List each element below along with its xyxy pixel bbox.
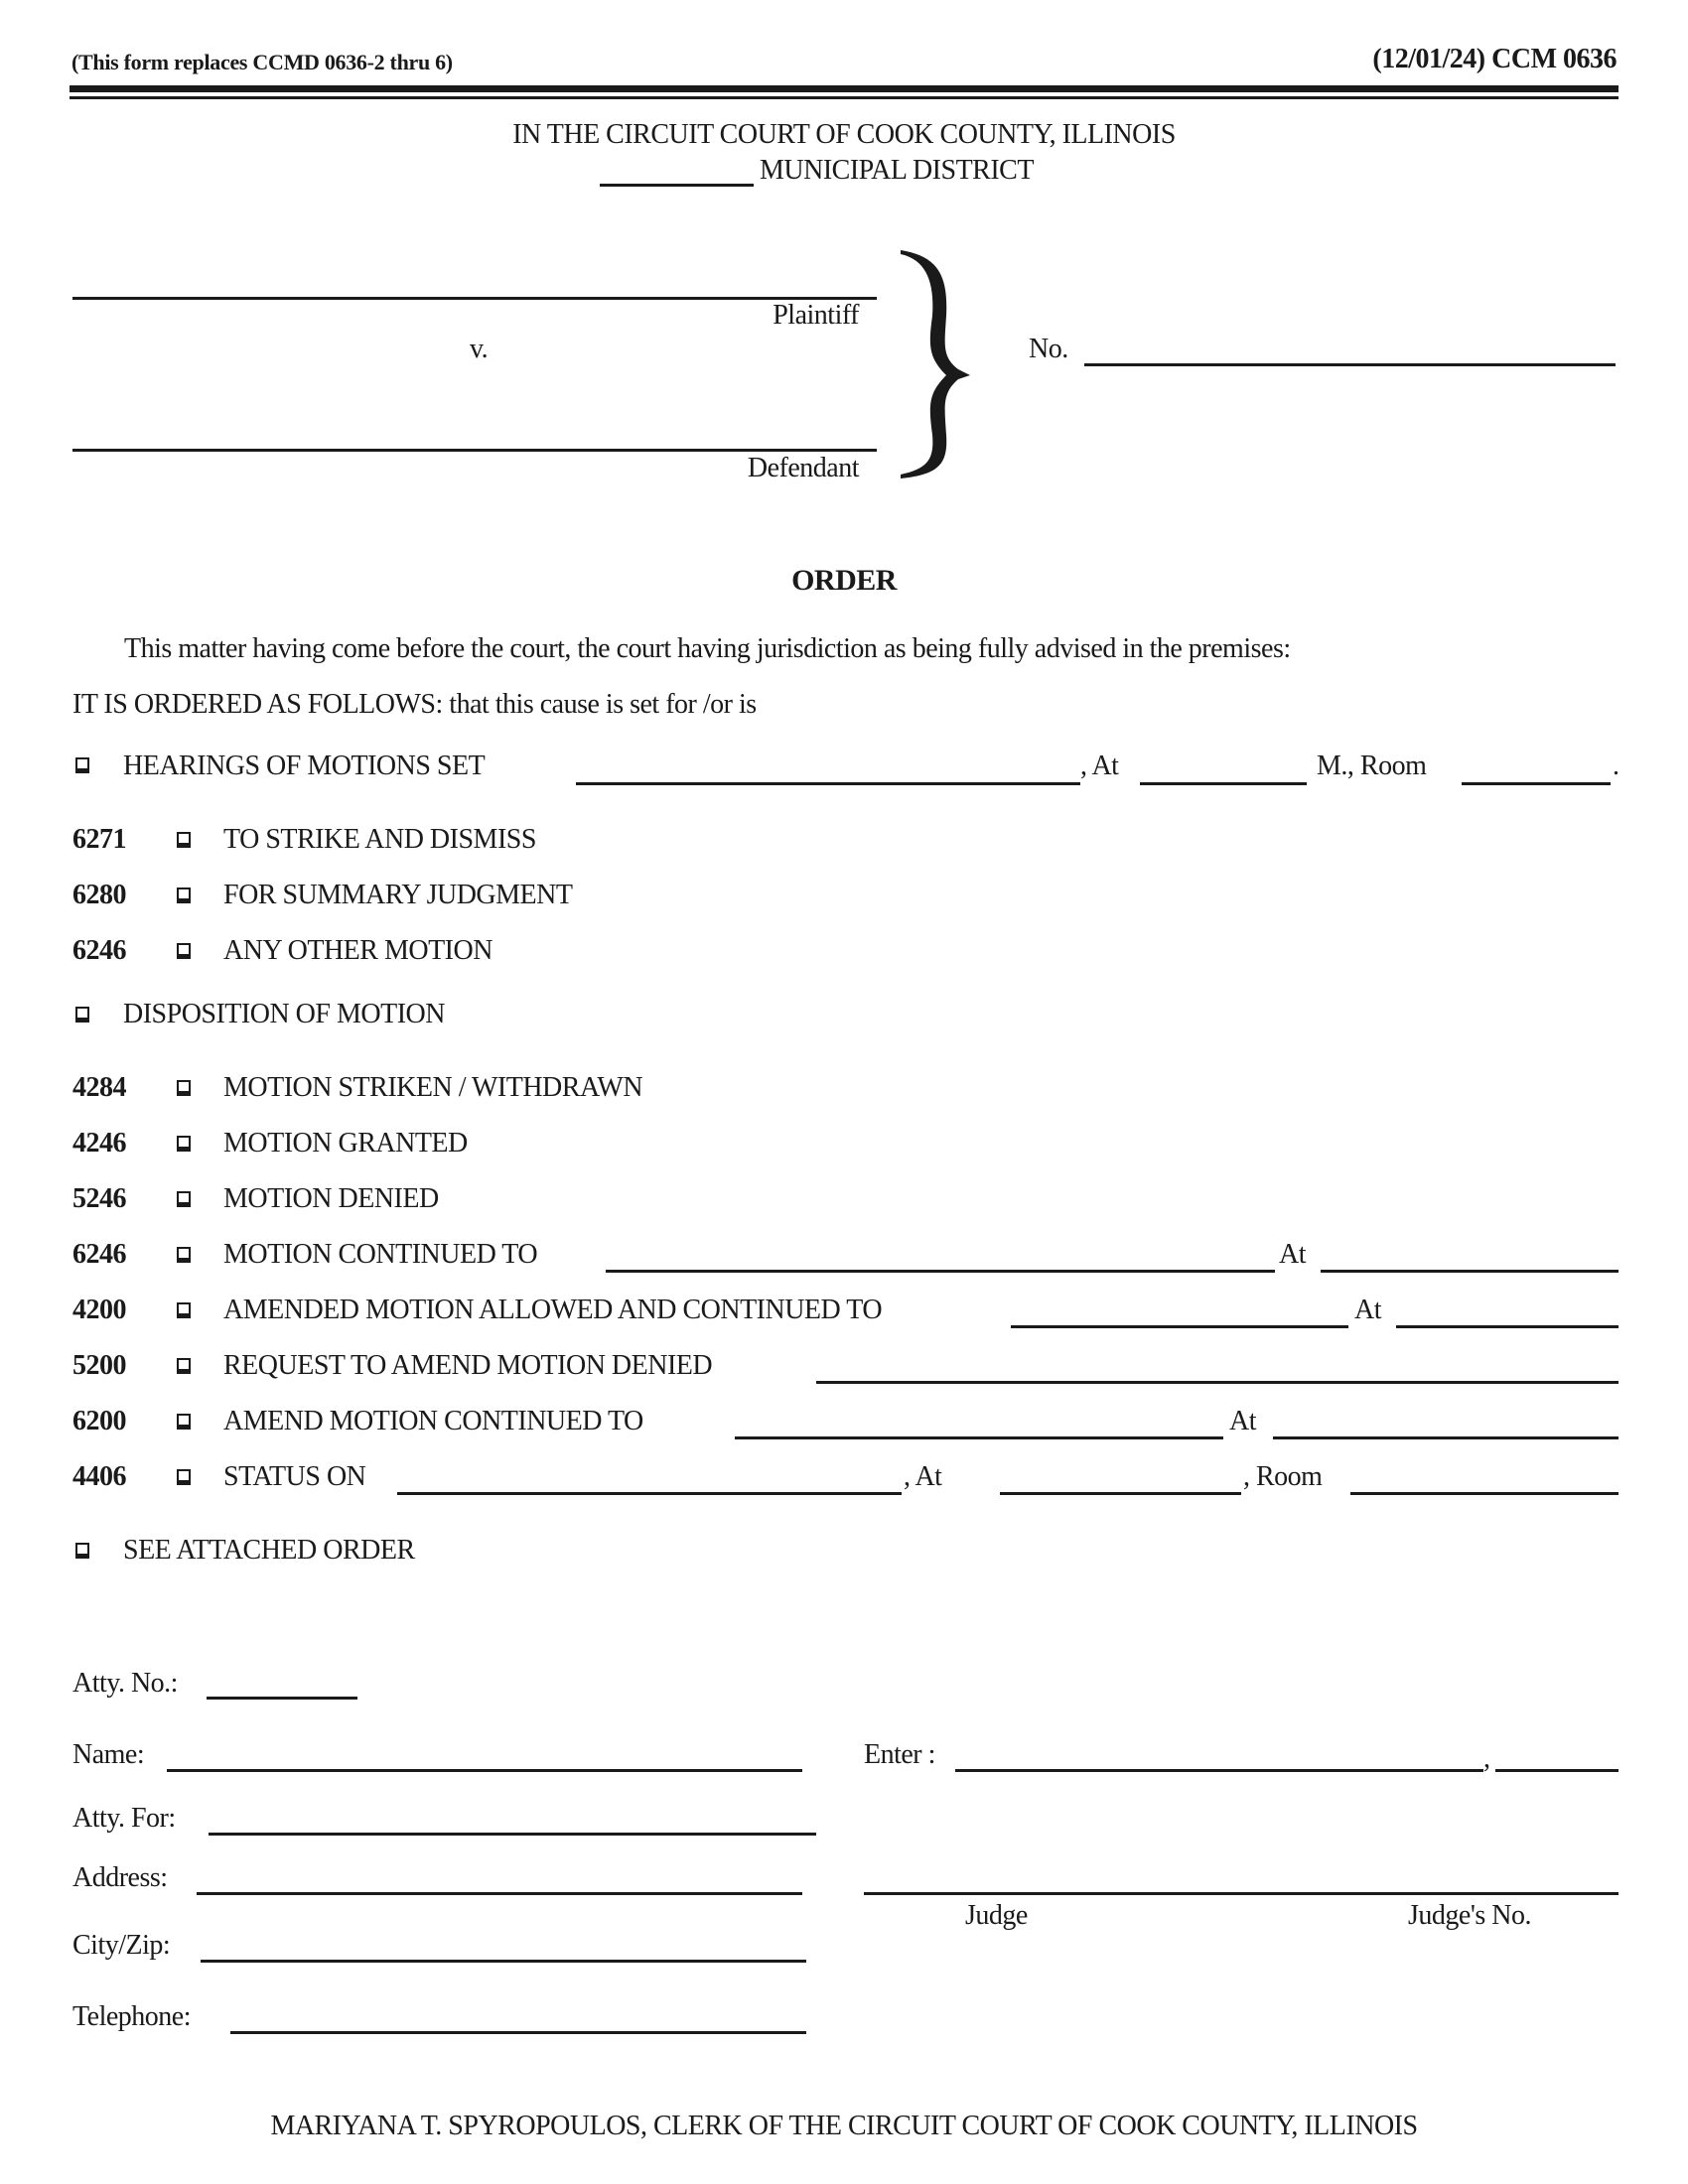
court-title: IN THE CIRCUIT COURT OF COOK COUNTY, ILLINOIS [512,119,1176,150]
judge-signature-field[interactable] [864,1892,1618,1895]
enter-date-field[interactable] [955,1769,1483,1772]
motion-label: TO STRIKE AND DISMISS [223,824,536,855]
amend-continued-time-field[interactable] [1273,1436,1618,1439]
motion-code: 6271 [72,824,126,855]
disposition-code: 6200 [72,1406,126,1436]
disposition-item-label: AMENDED MOTION ALLOWED AND CONTINUED TO [223,1295,883,1325]
disposition-code: 4246 [72,1128,126,1159]
status-room-field[interactable] [1350,1492,1618,1495]
disposition-code: 6246 [72,1239,126,1270]
atty-for-field[interactable] [209,1833,816,1836]
amended-date-field[interactable] [1011,1325,1348,1328]
motion-code: 6280 [72,880,126,910]
hearing-period: . [1613,751,1619,781]
disposition-code: 5200 [72,1350,126,1381]
case-no-field[interactable] [1084,363,1616,366]
continued-time-field[interactable] [1321,1270,1618,1273]
plaintiff-field[interactable] [72,297,877,300]
motion-code: 6246 [72,935,126,966]
defendant-field[interactable] [72,449,877,452]
amended-time-field[interactable] [1396,1325,1618,1328]
district-field[interactable] [600,184,754,187]
disposition-item-label: STATUS ON [223,1461,366,1492]
disposition-checkbox-amended-allowed[interactable] [177,1302,191,1318]
enter-year-field[interactable] [1495,1769,1618,1772]
hearing-m-room-label: M., Room [1317,751,1427,781]
disposition-checkbox-request-denied[interactable] [177,1358,191,1374]
status-at-label: , At [904,1461,942,1492]
form-replaces-note: (This form replaces CCMD 0636-2 thru 6) [71,50,453,74]
district-label: MUNICIPAL DISTRICT [760,155,1034,186]
telephone-label: Telephone: [72,2001,191,2032]
hearing-room-field[interactable] [1462,782,1611,785]
disposition-item-label: MOTION GRANTED [223,1128,468,1159]
hearing-at-label: , At [1080,751,1119,781]
caption-brace-icon [899,246,978,480]
judge-label: Judge [965,1900,1028,1931]
name-label: Name: [72,1739,145,1770]
enter-comma: , [1483,1743,1490,1774]
amended-at-label: At [1354,1295,1381,1325]
hearing-label: HEARINGS OF MOTIONS SET [123,751,486,781]
disposition-item-label: MOTION DENIED [223,1183,439,1214]
versus-label: v. [470,334,489,364]
disposition-checkbox-denied[interactable] [177,1191,191,1207]
amend-continued-date-field[interactable] [735,1436,1223,1439]
motion-checkbox-summary-judgment[interactable] [177,887,191,903]
hearing-date-field[interactable] [576,782,1080,785]
hearing-checkbox[interactable] [75,757,89,773]
disposition-checkbox[interactable] [75,1007,89,1023]
address-field[interactable] [197,1892,802,1895]
disposition-item-label: MOTION CONTINUED TO [223,1239,538,1270]
clerk-footer: MARIYANA T. SPYROPOULOS, CLERK OF THE CIRCUIT COURT OF COOK COUNTY, ILLINOIS [270,2111,1418,2141]
see-attached-label: SEE ATTACHED ORDER [123,1535,415,1566]
disposition-item-label: AMEND MOTION CONTINUED TO [223,1406,643,1436]
status-time-field[interactable] [1000,1492,1241,1495]
request-denied-field[interactable] [816,1381,1618,1384]
disposition-item-label: MOTION STRIKEN / WITHDRAWN [223,1072,643,1103]
disposition-label: DISPOSITION OF MOTION [123,999,445,1029]
order-preamble: This matter having come before the court, the court having jurisdiction as being fully advised in the premises: [124,633,1291,664]
atty-no-label: Atty. No.: [72,1668,178,1699]
status-date-field[interactable] [397,1492,902,1495]
disposition-code: 4406 [72,1461,126,1492]
motion-checkbox-strike[interactable] [177,832,191,848]
atty-for-label: Atty. For: [72,1803,176,1834]
continued-date-field[interactable] [606,1270,1275,1273]
disposition-checkbox-amend-continued[interactable] [177,1414,191,1430]
header-rule-thin [70,96,1618,99]
judge-no-label: Judge's No. [1408,1900,1531,1931]
order-title: ORDER [791,564,897,597]
motion-label: FOR SUMMARY JUDGMENT [223,880,573,910]
defendant-label: Defendant [747,453,859,483]
enter-label: Enter : [864,1739,935,1770]
city-zip-label: City/Zip: [72,1930,171,1961]
disposition-code: 4284 [72,1072,126,1103]
amend-continued-at-label: At [1229,1406,1256,1436]
see-attached-checkbox[interactable] [75,1543,89,1559]
motion-label: ANY OTHER MOTION [223,935,492,966]
disposition-checkbox-status[interactable] [177,1469,191,1485]
disposition-code: 5246 [72,1183,126,1214]
disposition-checkbox-granted[interactable] [177,1136,191,1152]
name-field[interactable] [167,1769,802,1772]
motion-checkbox-other[interactable] [177,943,191,959]
continued-at-label: At [1279,1239,1306,1270]
plaintiff-label: Plaintiff [773,300,859,331]
disposition-checkbox-striken[interactable] [177,1080,191,1096]
hearing-time-field[interactable] [1140,782,1307,785]
form-id: (12/01/24) CCM 0636 [1372,44,1617,74]
case-no-label: No. [1029,334,1068,364]
telephone-field[interactable] [230,2031,806,2034]
city-zip-field[interactable] [201,1960,806,1963]
address-label: Address: [72,1862,168,1893]
disposition-code: 4200 [72,1295,126,1325]
header-rule-thick [70,85,1618,92]
status-room-label: , Room [1243,1461,1323,1492]
disposition-checkbox-continued[interactable] [177,1247,191,1263]
atty-no-field[interactable] [207,1697,357,1700]
ordered-line: IT IS ORDERED AS FOLLOWS: that this cause is set for /or is [72,689,757,720]
disposition-item-label: REQUEST TO AMEND MOTION DENIED [223,1350,713,1381]
